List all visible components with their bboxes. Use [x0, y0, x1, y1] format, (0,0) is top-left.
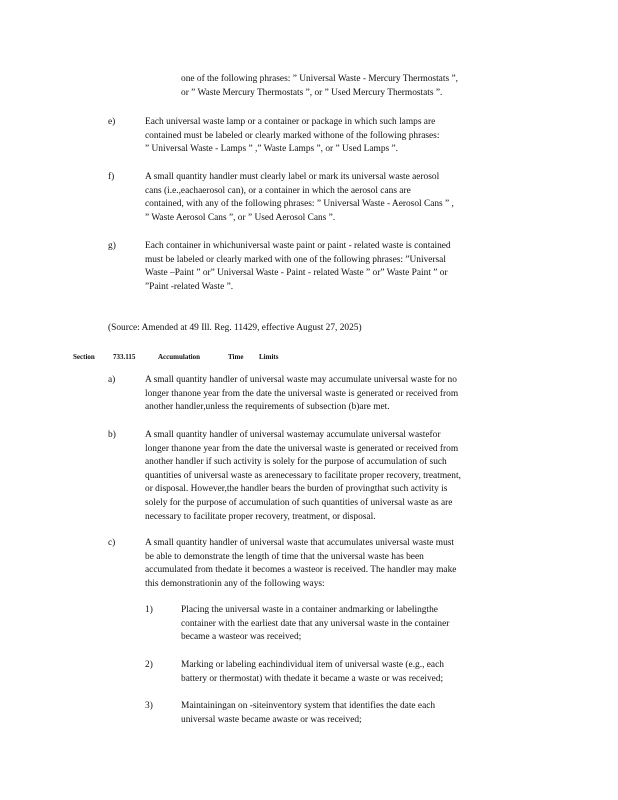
section-title-word: Accumulation	[158, 353, 200, 361]
item-label: c)	[108, 538, 116, 548]
item-label: g)	[108, 241, 116, 251]
text-line: cans (i.e.,eachaerosol can), or a container in which the aerosol cans are	[145, 185, 411, 196]
section-title-word: Time	[228, 353, 244, 361]
text-line: accumulated from thedate it becomes a wasteor is received. The handler may make	[145, 565, 457, 576]
text-line: this demonstrationin any of the following ways:	[145, 578, 325, 589]
subitem-2-text	[181, 659, 444, 686]
section-word: Section	[73, 353, 95, 361]
text-line: universal waste became awaste or was received;	[181, 714, 362, 725]
item-g-text	[145, 240, 451, 294]
item-e-text	[145, 116, 439, 157]
section-number: 733.115	[113, 353, 136, 361]
subitem-3-text	[181, 700, 435, 727]
item-f-text	[145, 171, 454, 225]
text-line: another handler if such activity is solely for the purpose of accumulation of such	[145, 457, 447, 468]
item-label: e)	[108, 117, 116, 127]
text-line: or disposal. However,the handler bears the burden of provingthat such activity is	[145, 484, 448, 495]
text-line: another handler,unless the requirements of subsection (b)are met.	[145, 402, 390, 413]
text-line: one of the following phrases: ” Universal Waste - Mercury Thermostats ”,	[181, 74, 458, 84]
text-line: ” Universal Waste - Lamps ” ,” Waste Lamps ”, or ” Used Lamps ”.	[145, 144, 399, 155]
item-label: f)	[108, 172, 115, 182]
text-line: longer thanone year from the date the universal waste is generated or received from	[145, 443, 459, 454]
text-line: became a wasteor was received;	[181, 632, 302, 643]
text-line: container with the earliest date that any universal waste in the container	[181, 618, 450, 629]
text-line: A small quantity handler of universal wastemay accumulate universal wastefor	[145, 430, 441, 440]
text-line: ” Waste Aerosol Cans ”, or ” Used Aerosol Cans ”.	[145, 212, 336, 223]
text-line: contained must be labeled or clearly marked withone of the following phrases:	[145, 130, 440, 141]
text-line: (Source: Amended at 49 Ill. Reg. 11429, effective August 27, 2025)	[108, 323, 362, 333]
continuation-paragraph	[181, 73, 458, 100]
text-line: necessary to facilitate proper recovery, treatment, or disposal.	[145, 511, 376, 522]
text-line: quantities of universal waste as arenecessary to facilitate proper recovery, treatment,	[145, 470, 461, 481]
item-label: a)	[108, 375, 116, 385]
text-line: solely for the purpose of accumulation of such quantities of universal waste as are	[145, 497, 453, 508]
text-line: Waste –Paint ” or” Universal Waste - Paint - related Waste ” or” Waste Paint ” or	[145, 268, 448, 279]
item-c-text	[145, 537, 456, 591]
subitem-label: 3)	[145, 701, 153, 711]
text-line: must be labeled or clearly marked with one of the following phrases: ”Universal	[145, 254, 446, 265]
subitem-label: 1)	[145, 605, 153, 615]
text-line: be able to demonstrate the length of time that the universal waste has been	[145, 551, 424, 562]
subitem-1-text	[181, 604, 449, 645]
source-note	[108, 322, 362, 336]
item-b-text	[145, 429, 461, 524]
text-line: A small quantity handler of universal waste that accumulates universal waste must	[145, 538, 455, 548]
section-title-word: Limits	[259, 353, 279, 361]
text-line: Each universal waste lamp or a container or package in which such lamps are	[145, 117, 436, 127]
text-line: or ” Waste Mercury Thermostats ”, or ” Used Mercury Thermostats ”.	[181, 87, 443, 98]
text-line: Marking or labeling eachindividual item of universal waste (e.g., each	[181, 660, 444, 670]
text-line: battery or thermostat) with thedate it became a waste or was received;	[181, 673, 444, 684]
item-a-text	[145, 374, 458, 415]
item-label: b)	[108, 430, 116, 440]
text-line: Maintainingan on -siteinventory system that identifies the date each	[181, 701, 436, 711]
text-line: A small quantity handler of universal waste may accumulate universal waste for no	[145, 375, 457, 385]
text-line: ”Paint -related Waste ”.	[145, 281, 234, 292]
subitem-label: 2)	[145, 660, 153, 670]
text-line: Each container in whichuniversal waste paint or paint - related waste is contained	[145, 241, 451, 251]
text-line: contained, with any of the following phrases: ” Universal Waste - Aerosol Cans ” ,	[145, 199, 454, 210]
text-line: Placing the universal waste in a container andmarking or labelingthe	[181, 605, 438, 615]
text-line: longer thanone year from the date the universal waste is generated or received from	[145, 388, 459, 399]
text-line: A small quantity handler must clearly label or mark its universal waste aerosol	[145, 172, 440, 182]
